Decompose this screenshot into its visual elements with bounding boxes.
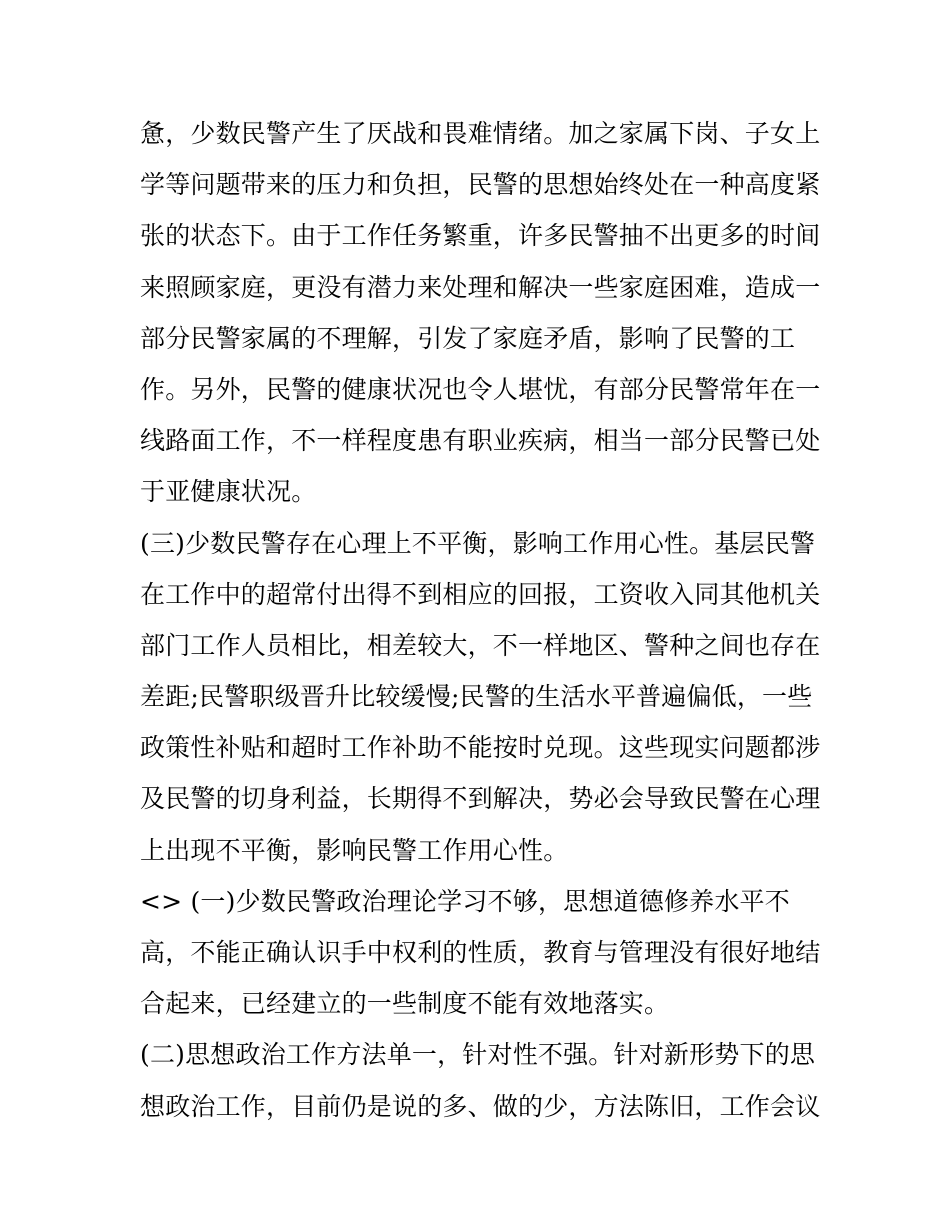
text-line: 作。另外，民警的健康状况也令人堪忧，有部分民警常年在一 xyxy=(140,374,821,404)
text-line: 部分民警家属的不理解，引发了家庭矛盾，影响了民警的工 xyxy=(140,323,796,353)
text-line: 及民警的切身利益，长期得不到解决，势必会导致民警在心理 xyxy=(140,784,821,814)
text-line: (二)思想政治工作方法单一，针对性不强。针对新形势下的思 xyxy=(140,1040,816,1070)
text-line: 合起来，已经建立的一些制度不能有效地落实。 xyxy=(140,989,670,1019)
text-line: 惫，少数民警产生了厌战和畏难情绪。加之家属下岗、子女上 xyxy=(140,119,821,148)
document-body xyxy=(140,108,820,1132)
text-line: 来照顾家庭，更没有潜力来处理和解决一些家庭困难，造成一 xyxy=(140,272,821,302)
text-line: 于亚健康状况。 xyxy=(140,477,317,507)
text-line: 想政治工作，目前仍是说的多、做的少，方法陈旧，工作会议 xyxy=(140,1091,821,1121)
text-line: 线路面工作，不一样程度患有职业疾病，相当一部分民警已处 xyxy=(140,426,821,456)
text-line: 差距;民警职级晋升比较缓慢;民警的生活水平普遍偏低，一些 xyxy=(140,682,813,712)
text-line: <> (一)少数民警政治理论学习不够，思想道德修养水平不 xyxy=(140,886,790,916)
text-line: 学等问题带来的压力和负担，民警的思想始终处在一种高度紧 xyxy=(140,170,821,200)
text-line: 部门工作人员相比，相差较大，不一样地区、警种之间也存在 xyxy=(140,630,821,660)
text-line: 上出现不平衡，影响民警工作用心性。 xyxy=(140,835,569,865)
text-line: 张的状态下。由于工作任务繁重，许多民警抽不出更多的时间 xyxy=(140,221,821,251)
text-line: 高，不能正确认识手中权利的性质，教育与管理没有很好地结 xyxy=(140,938,821,967)
text-line: 在工作中的超常付出得不到相应的回报，工资收入同其他机关 xyxy=(140,579,821,609)
text-line: (三)少数民警存在心理上不平衡，影响工作用心性。基层民警 xyxy=(140,528,816,558)
text-line: 政策性补贴和超时工作补助不能按时兑现。这些现实问题都涉 xyxy=(140,733,821,763)
